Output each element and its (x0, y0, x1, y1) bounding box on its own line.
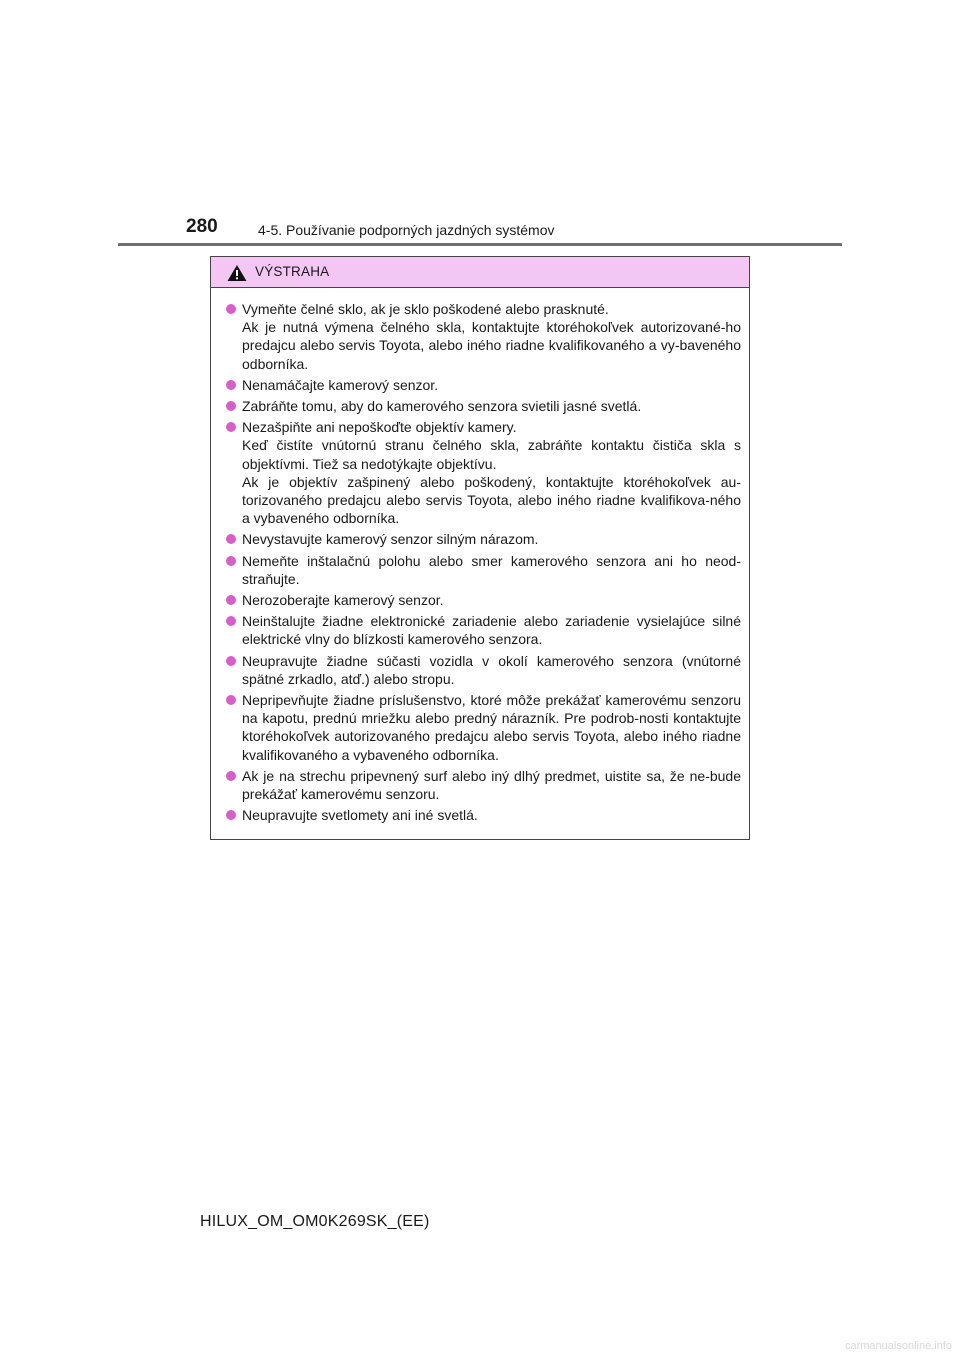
warning-item (226, 652, 741, 688)
warning-item-text: Neinštalujte žiadne elektronické zariadenie alebo zariadenie vysielajúce silné elektrické vlny do blízkosti kamerového senzora. (242, 613, 741, 648)
warning-header (211, 257, 749, 288)
warning-item (226, 552, 741, 588)
bullet-icon (226, 422, 236, 432)
bullet-icon (226, 556, 236, 566)
warning-item-text: Ak je objektív zašpinený alebo poškodený, kontaktujte ktoréhokoľvek au-torizovaného predajcu alebo servis Toyota, alebo iného riadne kvalifikova-ného a vybaveného odborníka. (242, 473, 741, 527)
warning-item-text: Zabráňte tomu, aby do kamerového senzora svietili jasné svetlá. (242, 398, 642, 415)
warning-body (211, 288, 749, 839)
bullet-icon (226, 595, 236, 605)
warning-title: VÝSTRAHA (255, 264, 330, 279)
warning-item-text: Nenamáčajte kamerový senzor. (242, 376, 439, 393)
warning-item (226, 376, 741, 394)
warning-item-text: Nemeňte inštalačnú polohu alebo smer kamerového senzora ani ho neod-straňujte. (242, 552, 741, 587)
warning-item-text: Keď čistíte vnútornú stranu čelného skla, zabráňte kontaktu čističa skla s objektívmi. Tiež sa nedotýkajte objektívu. (242, 437, 741, 472)
warning-item-text: Vymeňte čelné sklo, ak je sklo poškodené alebo prasknuté. (242, 301, 609, 317)
header-rule (118, 243, 842, 246)
warning-item (226, 691, 741, 764)
page-number: 280 (186, 216, 218, 237)
warning-item-text: Neupravujte svetlomety ani iné svetlá. (242, 807, 478, 824)
warning-item-text: Ak je nutná výmena čelného skla, kontaktujte ktoréhokoľvek autorizované-ho predajcu alebo servis Toyota, alebo iného riadne kvalifikovaného a vy-baveného odborníka. (242, 319, 741, 372)
warning-item (226, 300, 741, 373)
watermark: carmanualsonline.info (844, 1340, 952, 1352)
warning-item (226, 591, 741, 609)
bullet-icon (226, 771, 236, 781)
footer-code: HILUX_OM_OM0K269SK_(EE) (200, 1213, 430, 1230)
warning-item (226, 806, 741, 824)
warning-item (226, 612, 741, 648)
bullet-icon (226, 616, 236, 626)
warning-item-text: Neupravujte žiadne súčasti vozidla v okolí kamerového senzora (vnútorné spätné zrkadlo, atď.) alebo stropu. (242, 652, 741, 687)
bullet-icon (226, 304, 236, 314)
bullet-icon (226, 810, 236, 820)
warning-item-text: Ak je na strechu pripevnený surf alebo iný dlhý predmet, uistite sa, že ne-bude prekážať kamerovému senzoru. (242, 767, 741, 803)
warning-item (226, 767, 741, 803)
warning-item-text: Nevystavujte kamerový senzor silným nárazom. (242, 531, 539, 548)
bullet-icon (226, 534, 236, 544)
bullet-icon (226, 401, 236, 411)
bullet-icon (226, 656, 236, 666)
warning-item (226, 397, 741, 415)
warning-item (226, 418, 741, 527)
warning-item (226, 530, 741, 548)
warning-item-text: Nezašpiňte ani nepoškoďte objektív kamery. (242, 419, 517, 436)
section-title: 4-5. Používanie podporných jazdných systémov (258, 222, 555, 238)
bullet-icon (226, 695, 236, 705)
warning-item-text: Nerozoberajte kamerový senzor. (242, 592, 444, 609)
warning-triangle-icon (227, 264, 247, 282)
warning-item-text: Nepripevňujte žiadne príslušenstvo, ktoré môže prekážať kamerovému senzoru na kapotu, prednú mriežku alebo predný nárazník. Pre podrob-nosti kontaktujte ktoréhokoľvek autorizovaného predajcu alebo servis Toyota, alebo iného riadne kvalifikovaného a vybaveného odborníka. (242, 692, 741, 763)
bullet-icon (226, 380, 236, 390)
warning-box (210, 256, 750, 840)
